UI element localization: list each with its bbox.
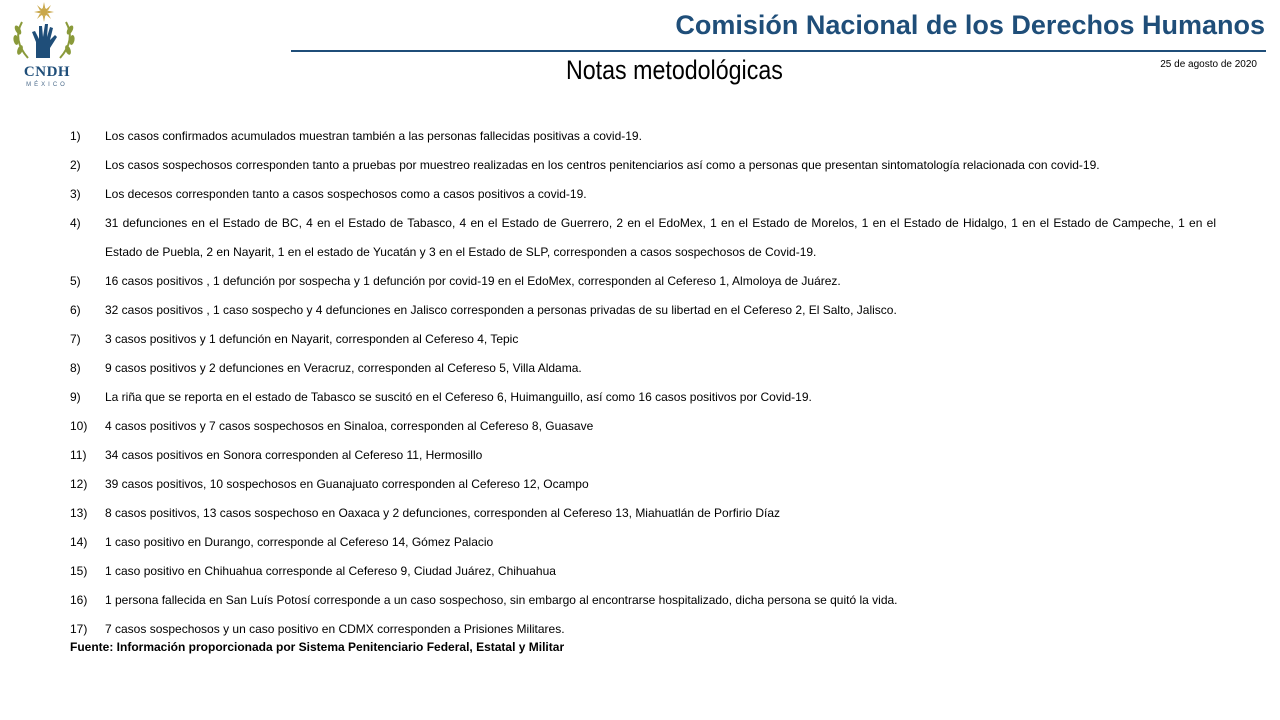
organization-title: Comisión Nacional de los Derechos Humanos	[675, 10, 1265, 40]
note-text: 1 caso positivo en Durango, corresponde al Cefereso 14, Gómez Palacio	[105, 535, 494, 549]
note-text: La riña que se reporta en el estado de Tabasco se suscitó en el Cefereso 6, Huimanguillo, así como 16 casos positivos por Covid-19.	[105, 390, 812, 404]
note-item	[70, 557, 1230, 586]
note-text: Los casos confirmados acumulados muestran también a las personas fallecidas positivas a covid-19.	[105, 129, 642, 143]
note-number: 11)	[70, 448, 87, 462]
note-number: 12)	[70, 477, 88, 491]
note-text: 8 casos positivos, 13 casos sospechoso en Oaxaca y 2 defunciones, corresponden al Cefereso 13, Miahuatlán de Porfirio Díaz	[105, 506, 781, 520]
source-note: Fuente: Información proporcionada por Sistema Penitenciario Federal, Estatal y Militar	[70, 640, 565, 654]
note-text: Los casos sospechosos corresponden tanto a pruebas por muestreo realizadas en los centros penitenciarios así como a personas que presentan sintomatología relacionada con covid-19.	[105, 158, 1100, 172]
note-number: 1)	[70, 129, 81, 143]
note-item	[70, 441, 1230, 470]
logo-country: MÉXICO	[26, 82, 68, 88]
note-item	[70, 122, 1230, 151]
note-text: 39 casos positivos, 10 sospechosos en Guanajuato corresponden al Cefereso 12, Ocampo	[105, 477, 589, 491]
note-item	[70, 412, 1230, 441]
title-divider	[291, 50, 1266, 52]
note-number: 17)	[70, 622, 88, 636]
note-text: 3 casos positivos y 1 defunción en Nayarit, corresponden al Cefereso 4, Tepic	[105, 332, 519, 346]
note-number: 4)	[70, 216, 81, 230]
note-text: 4 casos positivos y 7 casos sospechosos en Sinaloa, corresponden al Cefereso 8, Guasave	[105, 419, 594, 433]
note-item	[70, 499, 1230, 528]
note-text: 34 casos positivos en Sonora corresponden al Cefereso 11, Hermosillo	[105, 448, 483, 462]
cndh-logo	[8, 2, 86, 92]
note-number: 15)	[70, 564, 88, 578]
note-item	[70, 586, 1230, 615]
note-item	[70, 209, 1230, 267]
note-number: 14)	[70, 535, 88, 549]
note-text: 9 casos positivos y 2 defunciones en Veracruz, corresponden al Cefereso 5, Villa Aldama.	[105, 361, 582, 375]
note-number: 5)	[70, 274, 81, 288]
note-item	[70, 180, 1230, 209]
note-text: 31 defunciones en el Estado de BC, 4 en el Estado de Tabasco, 4 en el Estado de Guerrero, 2 en el EdoMex, 1 en el Estado de Morelos, 1 en el Estado de Hidalgo, 1 en el Estado de Campeche, 1 en el Estado de Puebla, 2 en Nayarit, 1 en el estado de Yucatán y 3 en el Estado de SLP, corresponden a casos sospechosos de Covid-19.	[105, 216, 1216, 259]
note-text: 32 casos positivos , 1 caso sospecho y 4 defunciones en Jalisco corresponden a personas privadas de su libertad en el Cefereso 2, El Salto, Jalisco.	[105, 303, 897, 317]
note-item	[70, 267, 1230, 296]
note-text: 16 casos positivos , 1 defunción por sospecha y 1 defunción por covid-19 en el EdoMex, corresponden al Cefereso 1, Almoloya de Juárez.	[105, 274, 841, 288]
note-number: 10)	[70, 419, 88, 433]
note-item	[70, 354, 1230, 383]
note-item	[70, 383, 1230, 412]
note-number: 16)	[70, 593, 88, 607]
logo-acronym: CNDH	[23, 64, 71, 80]
note-text: 7 casos sospechosos y un caso positivo en CDMX corresponden a Prisiones Militares.	[105, 622, 565, 636]
note-text: 1 persona fallecida en San Luís Potosí corresponde a un caso sospechoso, sin embargo al encontrarse hospitalizado, dicha persona se quitó la vida.	[105, 593, 898, 607]
note-item	[70, 151, 1230, 180]
cndh-emblem-icon	[8, 2, 86, 66]
note-item	[70, 325, 1230, 354]
note-item	[70, 528, 1230, 557]
report-date: 25 de agosto de 2020	[1160, 59, 1257, 70]
page-title: Notas metodológicas	[566, 55, 783, 85]
methodology-notes-list	[70, 122, 1230, 644]
note-text: Los decesos corresponden tanto a casos sospechosos como a casos positivos a covid-19.	[105, 187, 587, 201]
note-item	[70, 470, 1230, 499]
note-number: 13)	[70, 506, 88, 520]
note-item	[70, 296, 1230, 325]
note-number: 9)	[70, 390, 81, 404]
note-text: 1 caso positivo en Chihuahua corresponde al Cefereso 9, Ciudad Juárez, Chihuahua	[105, 564, 556, 578]
note-number: 8)	[70, 361, 81, 375]
note-number: 2)	[70, 158, 81, 172]
note-number: 3)	[70, 187, 81, 201]
note-number: 7)	[70, 332, 81, 346]
note-number: 6)	[70, 303, 81, 317]
